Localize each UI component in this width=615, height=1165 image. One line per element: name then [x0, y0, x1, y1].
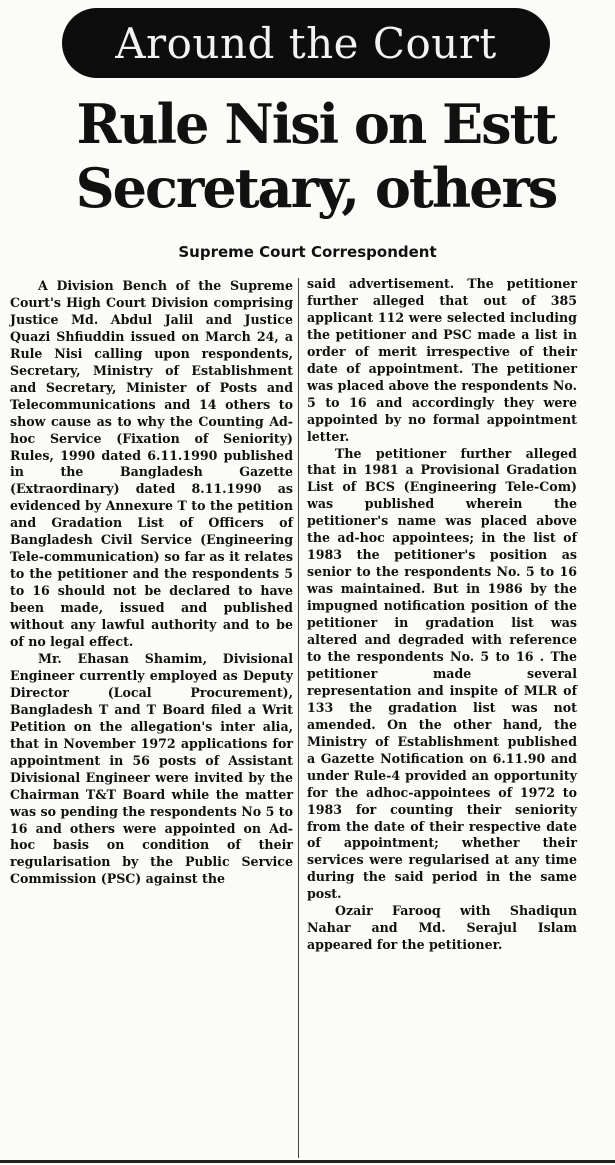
column-divider	[298, 278, 299, 1158]
article-byline: Supreme Court Correspondent	[178, 243, 437, 261]
article-paragraph: A Division Bench of the Supreme Court's High Court Division comprising Justice Md. Abdul Jalil and Justice Quazi Shfiuddin issued on March 24, a Rule Nisi calling upon respondents, Secretary, Ministry of Establishment and Secretary, Minister of Posts and Telecommunications and 14 others to show cause as to why the Counting Ad-hoc Service (Fixation of Seniority) Rules, 1990 dated 6.11.1990 published in the Bangladesh Gazette (Extraordinary) dated 8.11.1990 as evidenced by Annexure T to the petition and Gradation List of Officers of Bangladesh Civil Service (Engineering Tele-communication) so far as it relates to the petitioner and the respondents 5 to 16 should not be declared to have been made, issued and published without any lawful authority and to be of no legal effect.	[10, 278, 293, 650]
bottom-rule	[0, 1160, 615, 1163]
section-banner	[62, 8, 550, 78]
article-column-right	[307, 276, 577, 954]
article-paragraph: said advertisement. The petitioner further alleged that out of 385 applicant 112 were selected including the petitioner and PSC made a list in order of merit irrespective of their date of appointment. The petitioner was placed above the respondents No. 5 to 16 and accordingly they were appointed by no formal appointment letter.	[307, 276, 577, 444]
article-headline: Rule Nisi on Estt Secretary, others	[75, 92, 557, 220]
article-column-left	[10, 278, 293, 888]
section-banner-label: Around the Court	[115, 18, 497, 68]
article-paragraph: Mr. Ehasan Shamim, Divisional Engineer currently employed as Deputy Director (Local Procurement), Bangladesh T and T Board filed a Writ Petition on the allegation's inter alia, that in November 1972 applications for appointment in 56 posts of Assistant Divisional Engineer were invited by the Chairman T&T Board while the matter was so pending the respondents No 5 to 16 and others were appointed on Ad-hoc basis on condition of their regularisation by the Public Service Commission (PSC) against the	[10, 650, 293, 887]
article-paragraph: The petitioner further alleged that in 1981 a Provisional Gradation List of BCS (Engineering Tele-Com) was published wherein the petitioner's name was placed above the ad-hoc appointees; in the list of 1983 the petitioner's position as senior to the respondents No. 5 to 16 was maintained. But in 1986 by the impugned notification position of the petitioner in gradation list was altered and degraded with reference to the respondents No. 5 to 16 . The petitioner made several representation and inspite of MLR of 133 the gradation list was not amended. On the other hand, the Ministry of Establishment published a Gazette Notification on 6.11.90 and under Rule-4 provided an opportunity for the adhoc-appointees of 1972 to 1983 for counting their seniority from the date of their respective date of appointment; whether their services were regularised at any time during the said period in the same post.	[307, 445, 577, 902]
article-paragraph: Ozair Farooq with Shadiqun Nahar and Md. Serajul Islam appeared for the petitioner.	[307, 903, 577, 953]
